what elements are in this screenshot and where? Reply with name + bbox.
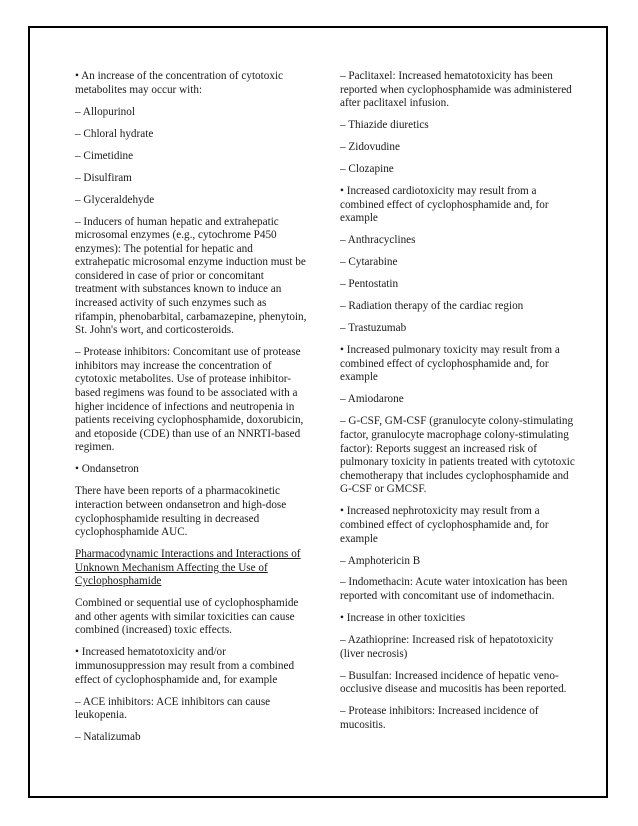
paragraph: – G-CSF, GM-CSF (granulocyte colony-stimulating factor, granulocyte macrophage colony-stimulating factor): Reports suggest an increased risk of pulmonary toxicity in patients treated with cytotoxic chemotherapy that includes cyclophosphamide and G-CSF or GMCSF. [340, 415, 575, 496]
paragraph: • Increased hematotoxicity and/or immunosuppression may result from a combined effect of cyclophosphamide and, for example [75, 646, 295, 686]
paragraph: – Trastuzumab [340, 322, 407, 335]
paragraph: – Allopurinol [75, 105, 135, 118]
paragraph: • Increase in other toxicities [340, 612, 466, 625]
paragraph: There have been reports of a pharmacokinetic interaction between ondansetron and high-dose cyclophosphamide resulting in decreased cyclophosphamide AUC. [75, 485, 287, 539]
section-heading: Pharmacodynamic Interactions and Interactions of Unknown Mechanism Affecting the Use of Cyclophosphamide [75, 548, 301, 588]
paragraph: Combined or sequential use of cyclophosphamide and other agents with similar toxicities can cause combined (increased) toxic effects. [75, 597, 299, 637]
paragraph: – Chloral hydrate [75, 127, 154, 140]
paragraph: • Increased pulmonary toxicity may result from a combined effect of cyclophosphamide and, for example [340, 344, 560, 384]
page-frame [28, 26, 608, 798]
paragraph: – ACE inhibitors: ACE inhibitors can cause leukopenia. [75, 695, 271, 722]
paragraph: – Busulfan: Increased incidence of hepatic veno-occlusive disease and mucositis has been reported. [340, 669, 567, 696]
paragraph: – Paclitaxel: Increased hematotoxicity has been reported when cyclophosphamide was administered after paclitaxel infusion. [340, 70, 572, 110]
paragraph: – Inducers of human hepatic and extrahepatic microsomal enzymes (e.g., cytochrome P450 enzymes): The potential for hepatic and extrahepatic microsomal enzyme induction must be considered in case of prior or concomitant treatment with substances known to induce an increased activity of such enzymes such as rifampin, phenobarbital, carbamazepine, phenytoin, St. John's wort, and corticosteroids. [75, 215, 307, 337]
paragraph: – Indomethacin: Acute water intoxication has been reported with concomitant use of indomethacin. [340, 576, 568, 603]
paragraph: – Cytarabine [340, 256, 398, 269]
paragraph: – Protease inhibitors: Increased incidence of mucositis. [340, 705, 539, 731]
paragraph: – Protease inhibitors: Concomitant use of protease inhibitors may increase the concentration of cytotoxic metabolites. Use of protease inhibitor-based regimens was found to be associated with a higher incidence of infections and neutropenia in patients receiving cyclophosphamide, doxorubicin, and etoposide (CDE) than use of an NNRTI-based regimen. [75, 346, 304, 454]
paragraph: • Increased nephrotoxicity may result from a combined effect of cyclophosphamide and, for example [340, 505, 549, 545]
paragraph: – Glyceraldehyde [75, 193, 155, 206]
paragraph: – Thiazide diuretics [340, 119, 429, 132]
left-column [75, 70, 308, 753]
paragraph: – Cimetidine [75, 149, 134, 162]
paragraph: • Ondansetron [75, 463, 139, 476]
paragraph: – Natalizumab [75, 731, 141, 744]
paragraph: – Amiodarone [340, 393, 404, 406]
paragraph: – Zidovudine [340, 141, 400, 154]
right-column [340, 70, 576, 741]
paragraph: – Amphotericin B [340, 554, 421, 567]
paragraph: – Pentostatin [340, 278, 399, 291]
paragraph: – Azathioprine: Increased risk of hepatotoxicity (liver necrosis) [340, 634, 554, 660]
paragraph: – Anthracyclines [340, 234, 416, 247]
paragraph: – Disulfiram [75, 171, 132, 184]
paragraph: – Clozapine [340, 163, 394, 176]
paragraph: – Radiation therapy of the cardiac region [340, 300, 524, 313]
paragraph: • Increased cardiotoxicity may result from a combined effect of cyclophosphamide and, for example [340, 185, 549, 225]
paragraph: • An increase of the concentration of cytotoxic metabolites may occur with: [75, 70, 284, 96]
